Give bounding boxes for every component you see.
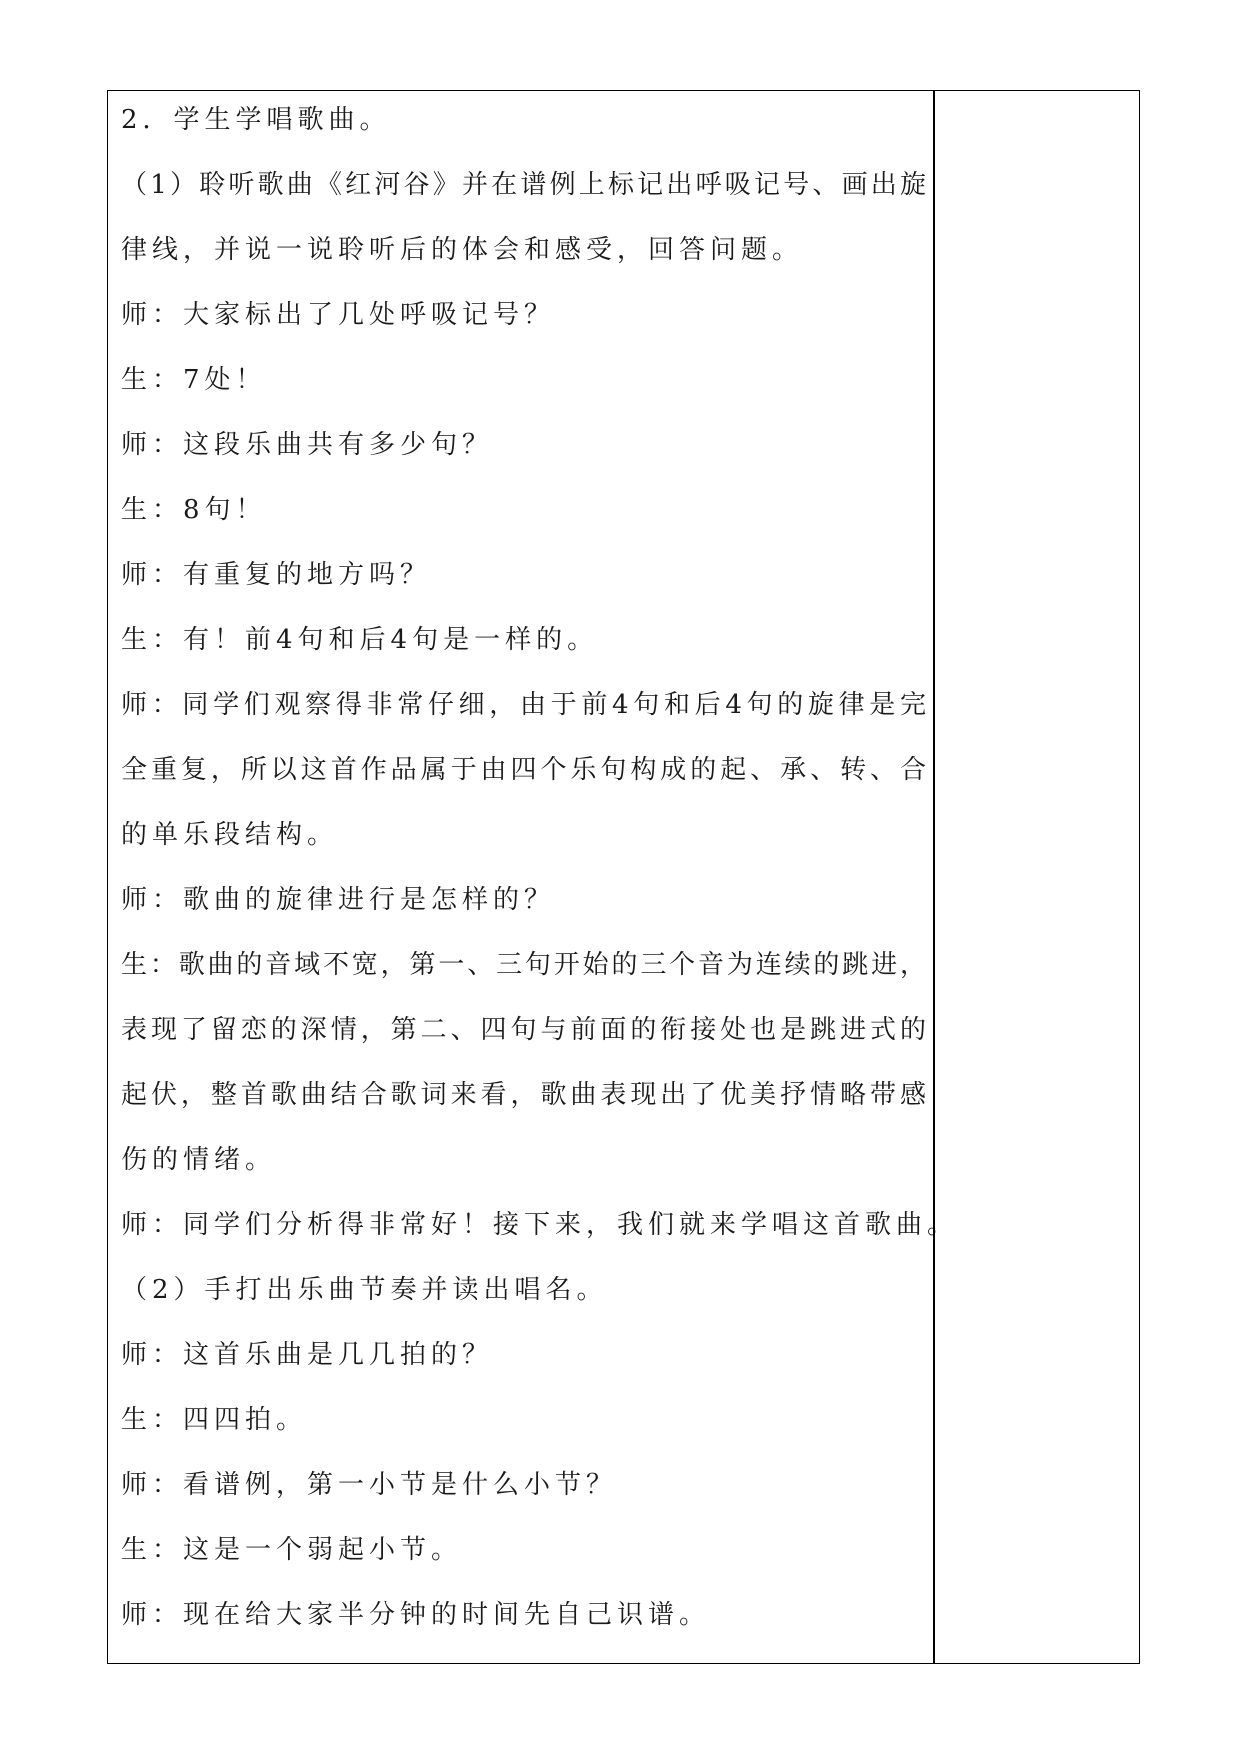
lesson-content-cell	[121, 103, 959, 1663]
text-line: 律线，并说一说聆听后的体会和感受，回答问题。	[121, 235, 804, 265]
text-line: 生：8句！	[121, 495, 267, 525]
text-line: 师：同学们观察得非常仔细，由于前4句和后4句的旋律是完	[121, 690, 926, 720]
text-line: 师：看谱例，第一小节是什么小节？	[121, 1470, 618, 1500]
text-line: 生：有！前4句和后4句是一样的。	[121, 625, 599, 655]
text-line: 表现了留恋的深情，第二、四句与前面的衔接处也是跳进式的	[121, 1015, 926, 1045]
text-line: 师：歌曲的旋律进行是怎样的？	[121, 885, 556, 915]
text-line: 伤的情绪。	[121, 1145, 277, 1175]
text-line: （1）聆听歌曲《红河谷》并在谱例上标记出呼吸记号、画出旋	[121, 170, 926, 200]
text-line: 生：7处！	[121, 365, 267, 395]
text-line: 师：这段乐曲共有多少句？	[121, 430, 494, 460]
text-line: 师：现在给大家半分钟的时间先自己识谱。	[121, 1600, 711, 1630]
text-line: 的单乐段结构。	[121, 820, 339, 850]
text-line: 师：有重复的地方吗？	[121, 560, 432, 590]
lesson-table	[107, 90, 1140, 1664]
text-line: 师：大家标出了几处呼吸记号？	[121, 300, 556, 330]
text-line: 师：这首乐曲是几几拍的？	[121, 1340, 494, 1370]
text-line: 生：这是一个弱起小节。	[121, 1535, 463, 1565]
text-line: （2）手打出乐曲节奏并读出唱名。	[121, 1275, 608, 1305]
text-line: 起伏，整首歌曲结合歌词来看，歌曲表现出了优美抒情略带感	[121, 1080, 926, 1110]
text-line: 2．学生学唱歌曲。	[121, 105, 391, 135]
notes-cell	[935, 91, 1139, 1663]
text-line: 生：四四拍。	[121, 1405, 308, 1435]
text-line: 全重复，所以这首作品属于由四个乐句构成的起、承、转、合	[121, 755, 926, 785]
text-line: 生：歌曲的音域不宽，第一、三句开始的三个音为连续的跳进，	[121, 950, 926, 980]
text-line: 师：同学们分析得非常好！接下来，我们就来学唱这首歌曲。	[121, 1210, 959, 1240]
